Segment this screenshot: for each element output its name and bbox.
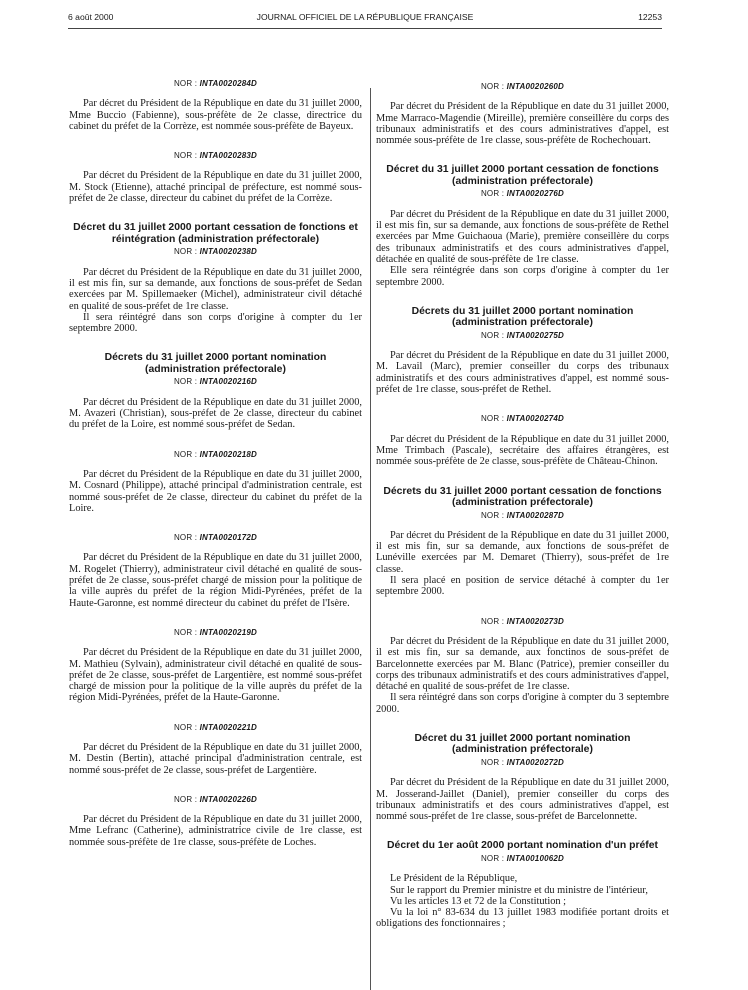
nor-code: INTA0020274D [506, 414, 565, 424]
nor-code: INTA0020221D [199, 722, 258, 732]
decree-paragraph: Par décret du Président de la République en date du 31 juillet 2000, M. Stock (Etienne), attaché principal de préfecture, est nommé sous-préfet de 2e classe, directeur du cabinet du préfet de la Corrèze. [69, 170, 362, 205]
nor-reference [376, 616, 669, 627]
decree-section [69, 78, 362, 132]
left-column [69, 78, 362, 866]
nor-code: INTA0020272D [506, 757, 565, 767]
nor-label: NOR : [480, 510, 505, 520]
decree-title: Décret du 31 juillet 2000 portant nomination (administration préfectorale) [414, 732, 631, 756]
nor-label: NOR : [480, 757, 505, 767]
decree-paragraph: Par décret du Président de la République en date du 31 juillet 2000, il est mis fin, sur sa demande, aux fonctions de sous-préfet de Sedan exercées par M. Spillemaeker (Michel), administrateur civil détaché en qualité de sous-préfet de 1re classe. [69, 266, 362, 312]
decree-paragraph: Par décret du Président de la République en date du 31 juillet 2000, M. Cosnard (Philippe), attaché principal d'administration centrale, est nommé sous-préfet de 2e classe, directeur du cabinet du préfet de la Loire. [69, 468, 362, 514]
nor-code: INTA0020283D [199, 151, 258, 161]
nor-code: INTA0020284D [199, 79, 258, 88]
decree-section [376, 81, 669, 146]
nor-label: NOR : [173, 377, 198, 387]
nor-code: INTA0020238D [199, 247, 258, 257]
nor-label: NOR : [480, 616, 505, 626]
nor-reference [69, 78, 362, 89]
header-page-number: 12253 [638, 12, 662, 22]
decree-section [376, 616, 669, 715]
decree-paragraph: Par décret du Président de la République en date du 31 juillet 2000, M. Lavail (Marc), premier conseiller du corps des tribunaux administratifs et des cours administratives d'appel, est nommé sous-préfet de 1re classe, sous-préfet de Rethel. [376, 350, 669, 396]
decree-section [69, 794, 362, 848]
decree-paragraph: Vu les articles 13 et 72 de la Constitution ; [390, 895, 567, 907]
nor-label: NOR : [480, 82, 505, 91]
decree-title: Décrets du 31 juillet 2000 portant nomination (administration préfectorale) [104, 352, 327, 375]
nor-label: NOR : [173, 722, 198, 732]
decree-section [69, 352, 362, 430]
decree-section [376, 486, 669, 598]
nor-reference [69, 376, 362, 387]
decree-paragraph: Par décret du Président de la République en date du 31 juillet 2000, il est mis fin, sur sa demande, aux fonctions de sous-préfet de Lunéville exercées par M. Demaret (Thierry), sous-préfet de 1re classe. [376, 529, 669, 575]
nor-reference [69, 794, 362, 805]
nor-label: NOR : [173, 627, 198, 637]
nor-code: INTA0020287D [506, 510, 565, 520]
nor-code: INTA0020275D [506, 330, 565, 340]
decree-paragraph: Il sera placé en position de service détaché à compter du 1er septembre 2000. [376, 575, 669, 598]
decree-title: Décret du 1er août 2000 portant nomination d'un préfet [387, 840, 658, 852]
decree-paragraph: Par décret du Président de la République en date du 31 juillet 2000, Mme Trimbach (Pascale), secrétaire des affaires étrangères, est nommée sous-préfète de 2e classe, sous-préfète de Château-Chinon. [376, 433, 669, 468]
decree-paragraph: Il sera réintégré dans son corps d'origine à compter du 3 septembre 2000. [376, 692, 669, 715]
decree-paragraph: Par décret du Président de la République en date du 31 juillet 2000, M. Avazeri (Christian), sous-préfet de 2e classe, directeur du cabinet du préfet de la Loire, est nommé sous-préfet de Sedan. [69, 396, 362, 431]
nor-label: NOR : [480, 189, 505, 199]
decree-title: Décret du 31 juillet 2000 portant cessation de fonctions et réintégration (administration préfectorale) [73, 222, 358, 245]
decree-paragraph: Par décret du Président de la République en date du 31 juillet 2000, M. Josserand-Jaillet (Daniel), premier conseiller du corps des tribunaux administratifs et des cours administratives d'appel, est nommé sous-préfet de 1re classe, sous-préfet de Barcelonnette. [376, 777, 669, 823]
nor-code: INTA0020218D [199, 449, 258, 459]
nor-label: NOR : [173, 79, 198, 88]
nor-code: INTA0020273D [506, 616, 565, 626]
decree-paragraph: Par décret du Président de la République en date du 31 juillet 2000, Mme Buccio (Fabienne), sous-préfète de 2e classe, directrice du cabinet du préfet de la Corrèze, est nommée sous-préfète de Bayeux. [69, 98, 362, 132]
nor-reference [69, 722, 362, 733]
decree-section [69, 449, 362, 514]
nor-reference [376, 413, 669, 424]
nor-reference [376, 330, 669, 341]
decree-title: Décrets du 31 juillet 2000 portant cessation de fonctions (administration préfectorale) [383, 485, 662, 509]
nor-label: NOR : [480, 853, 505, 863]
nor-code: INTA0020172D [199, 533, 258, 543]
nor-reference [376, 853, 669, 864]
nor-reference [69, 150, 362, 161]
page-header [68, 12, 662, 28]
nor-reference [69, 532, 362, 543]
decree-title: Décret du 31 juillet 2000 portant cessation de fonctions (administration préfectorale) [386, 164, 659, 187]
nor-reference [376, 757, 669, 768]
nor-code: INTA0020226D [199, 794, 258, 804]
nor-reference [376, 81, 669, 92]
nor-code: INTA0020219D [199, 627, 258, 637]
nor-label: NOR : [173, 151, 198, 161]
decree-paragraph: Par décret du Président de la République en date du 31 juillet 2000, M. Rogelet (Thierry), administrateur civil détaché en qualité de sous-préfet de 2e classe, sous-préfet chargé de mission pour la politique de la ville auprès du préfet de la région Midi-Pyrénées, préfet de la Haute-Garonne, est nommé directeur du cabinet du préfet de l'Isère. [69, 552, 362, 609]
nor-label: NOR : [173, 247, 198, 257]
decree-section [69, 627, 362, 704]
decree-paragraph: Il sera réintégré dans son corps d'origine à compter du 1er septembre 2000. [69, 311, 362, 335]
decree-section [376, 733, 669, 822]
decree-title: Décrets du 31 juillet 2000 portant nomination (administration préfectorale) [411, 305, 634, 329]
nor-reference [376, 510, 669, 521]
nor-code: INTA0020216D [199, 377, 258, 387]
header-rule [68, 28, 662, 29]
right-column [376, 81, 669, 948]
header-journal-title: JOURNAL OFFICIEL DE LA RÉPUBLIQUE FRANÇAISE [256, 12, 474, 22]
decree-paragraph: Par décret du Président de la République en date du 31 juillet 2000, Mme Lefranc (Catherine), administratrice civile de 1re classe, est nommée sous-préfète de 1re classe, sous-préfète de Loches. [69, 814, 362, 848]
decree-section [376, 840, 669, 929]
decree-paragraph: Par décret du Président de la République en date du 31 juillet 2000, M. Mathieu (Sylvain), administrateur civil détaché en qualité de sous-préfet de 2e classe, sous-préfet de Largentière, est nommé sous-préfet chargé de mission pour la politique de la ville auprès du préfet de la région Midi-Pyrénées, préfet de la Haute-Garonne. [69, 647, 362, 704]
nor-reference [69, 246, 362, 257]
nor-reference [69, 449, 362, 460]
nor-code: INTA0020260D [506, 82, 565, 91]
header-date: 6 août 2000 [68, 12, 114, 22]
decree-paragraph: Par décret du Président de la République en date du 31 juillet 2000, M. Destin (Bertin), attaché principal d'administration centrale, est nommé sous-préfet de 2e classe, sous-préfet de Largentière. [69, 741, 362, 776]
decree-section [69, 150, 362, 204]
decree-paragraph: Le Président de la République, [390, 873, 518, 885]
nor-label: NOR : [480, 414, 505, 424]
nor-label: NOR : [173, 794, 198, 804]
decree-paragraph: Vu la loi n° 83-634 du 13 juillet 1983 modifiée portant droits et obligations des fonctionnaires ; [376, 907, 669, 930]
decree-section [69, 722, 362, 776]
decree-section [376, 306, 669, 395]
decree-paragraph: Par décret du Président de la République en date du 31 juillet 2000, il est mis fin, sur sa demande, aux fonctinos de sous-préfet de Barcelonnette exercées par M. Blanc (Patrice), premier conseiller du corps des tribunaux administratifs et des cours administratives d'appel, détaché en qualité de sous-préfet de 1re classe. [376, 635, 669, 693]
decree-section [376, 413, 669, 467]
decree-section [69, 222, 362, 334]
decree-section [69, 532, 362, 609]
nor-reference [69, 627, 362, 638]
nor-label: NOR : [173, 449, 198, 459]
nor-label: NOR : [173, 533, 198, 543]
nor-code: INTA0010062D [506, 853, 565, 863]
decree-paragraph: Par décret du Président de la République en date du 31 juillet 2000, Mme Marraco-Magendie (Mireille), première conseillère du corps des tribunaux administratifs et des cours administratives d'appel, est nommée sous-préfète de 1re classe, sous-préfète de Rochechouart. [376, 101, 669, 147]
decree-section [376, 164, 669, 287]
decree-paragraph: Elle sera réintégrée dans son corps d'origine à compter du 1er septembre 2000. [376, 265, 669, 288]
nor-code: INTA0020276D [506, 189, 565, 199]
nor-reference [376, 188, 669, 199]
nor-label: NOR : [480, 330, 505, 340]
column-divider [370, 88, 371, 990]
decree-paragraph: Par décret du Président de la République en date du 31 juillet 2000, il est mis fin, sur sa demande, aux fonctions de sous-préfète de Rethel exercées par Mme Guichaoua (Marie), première conseillère du corps des tribunaux administratifs et des cours administratives d'appel, détachée en qualité de sous-préfète de 1re classe. [376, 208, 669, 265]
decree-paragraph: Sur le rapport du Premier ministre et du ministre de l'intérieur, [390, 884, 648, 896]
